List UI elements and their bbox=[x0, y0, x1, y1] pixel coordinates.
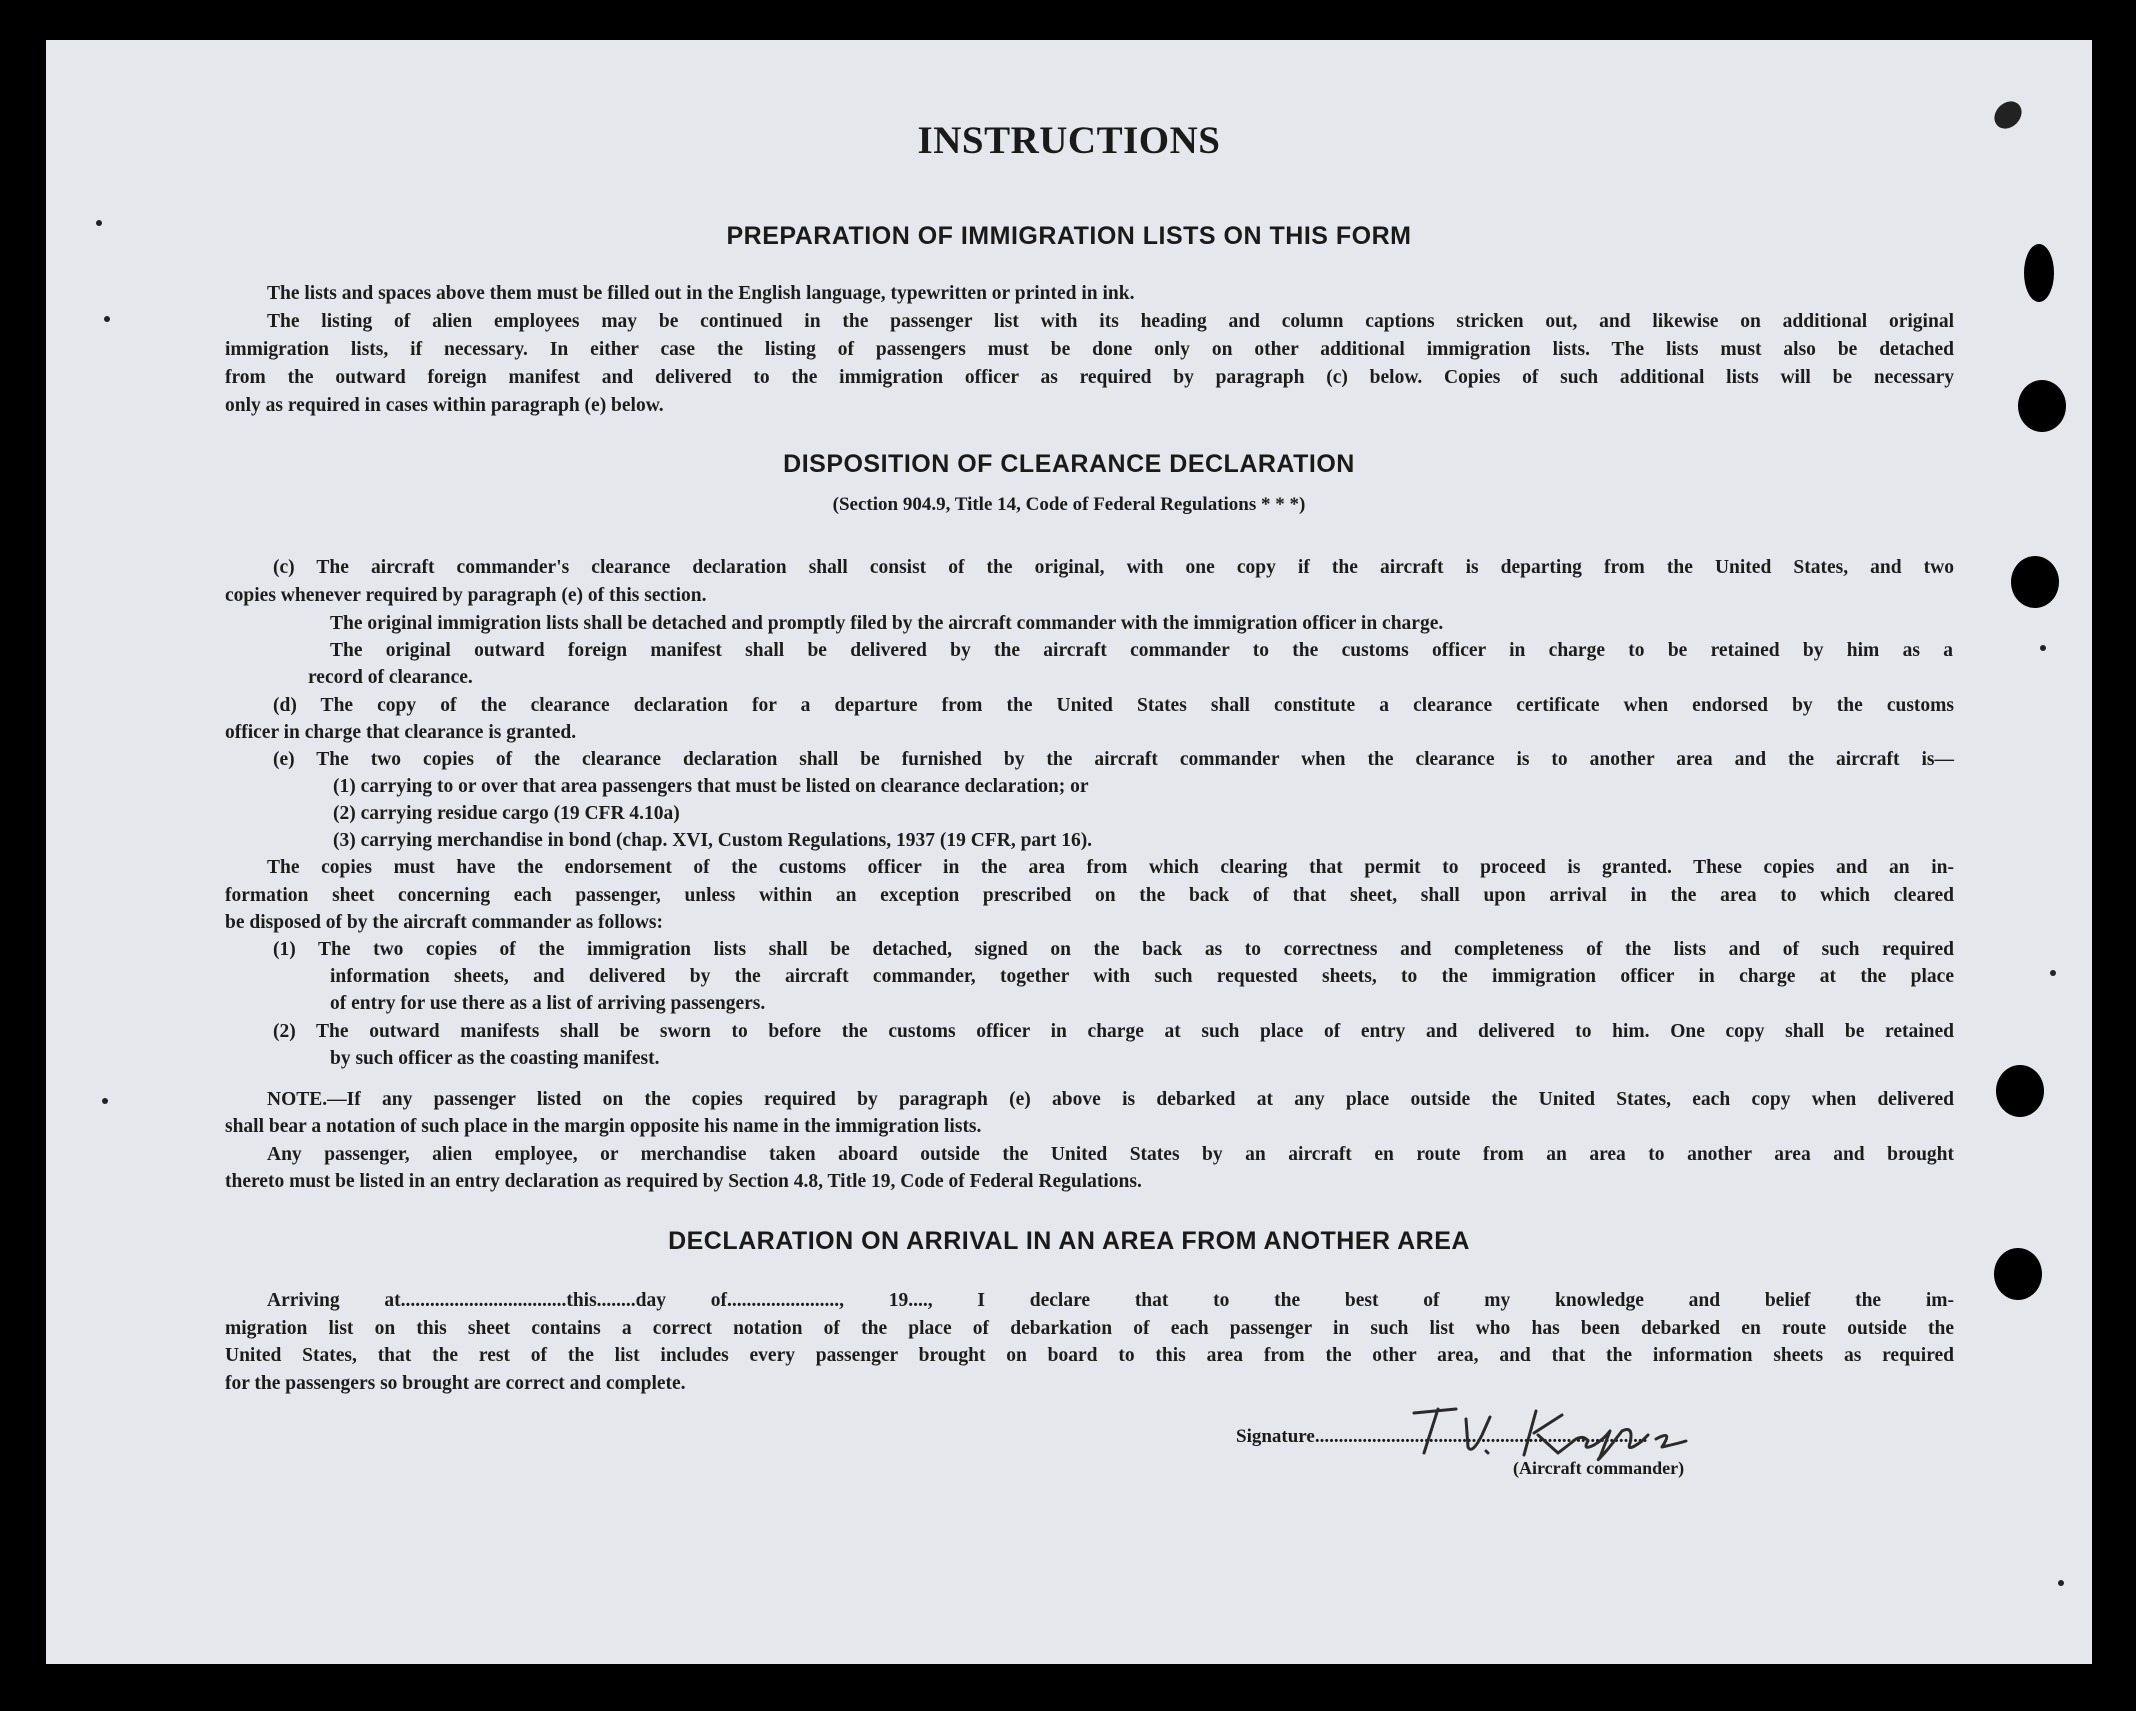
ink-speck bbox=[96, 220, 102, 226]
disposition-line: formation sheet concerning each passenger, unless within an exception prescribed on the back of that sheet, shall upon arrival in the area to which cleared bbox=[225, 885, 1954, 906]
preparation-line: The listing of alien employees may be continued in the passenger list with its heading and column captions stricken out, and likewise on additional original bbox=[267, 311, 1954, 332]
binder-hole bbox=[1996, 1065, 2044, 1117]
disposition-line: of entry for use there as a list of arriving passengers. bbox=[330, 993, 766, 1014]
disposition-line: be disposed of by the aircraft commander as follows: bbox=[225, 912, 664, 933]
disposition-line: Any passenger, alien employee, or merchandise taken aboard outside the United States by an aircraft en route from an area to another area and brought bbox=[267, 1144, 1954, 1165]
ink-speck bbox=[102, 1098, 108, 1104]
ink-speck bbox=[2050, 970, 2056, 976]
ink-speck bbox=[2058, 1580, 2064, 1586]
document-page bbox=[46, 40, 2092, 1664]
disposition-line: (2) The outward manifests shall be sworn to before the customs officer in charge at such place of entry and delivered to him. One copy shall be retained bbox=[273, 1021, 1954, 1042]
disposition-line: information sheets, and delivered by the aircraft commander, together with such requested sheets, to the immigration officer in charge at the place bbox=[330, 966, 1954, 987]
signature-label: Signature...................................................................... bbox=[1236, 1426, 1648, 1447]
arrival-heading: DECLARATION ON ARRIVAL IN AN AREA FROM ANOTHER AREA bbox=[668, 1227, 1470, 1255]
preparation-line: The lists and spaces above them must be filled out in the English language, typewritten or printed in ink. bbox=[267, 283, 1135, 304]
disposition-line: officer in charge that clearance is granted. bbox=[225, 722, 577, 743]
ink-speck bbox=[2040, 645, 2046, 651]
binder-hole bbox=[2024, 244, 2054, 302]
disposition-line: record of clearance. bbox=[308, 667, 473, 688]
arrival-line: United States, that the rest of the list includes every passenger brought on board to this area from the other area, and that the information sheets as required bbox=[225, 1345, 1954, 1366]
disposition-line: (1) carrying to or over that area passengers that must be listed on clearance declaration; or bbox=[333, 776, 1089, 797]
binder-hole bbox=[1994, 1248, 2042, 1300]
disposition-heading: DISPOSITION OF CLEARANCE DECLARATION bbox=[783, 450, 1355, 478]
disposition-line: thereto must be listed in an entry declaration as required by Section 4.8, Title 19, Code of Federal Regulations. bbox=[225, 1171, 1142, 1192]
disposition-line: (e) The two copies of the clearance declaration shall be furnished by the aircraft commander when the clearance is to another area and the aircraft is— bbox=[273, 749, 1954, 770]
handwritten-signature bbox=[1386, 1395, 1786, 1465]
preparation-line: only as required in cases within paragraph (e) below. bbox=[225, 395, 664, 416]
page-title: INSTRUCTIONS bbox=[917, 119, 1221, 162]
preparation-line: from the outward foreign manifest and delivered to the immigration officer as required by paragraph (c) below. Copies of such additional lists will be necessary bbox=[225, 367, 1954, 388]
disposition-line: The original immigration lists shall be detached and promptly filed by the aircraft commander with the immigration officer in charge. bbox=[330, 613, 1444, 634]
arrival-line: for the passengers so brought are correct and complete. bbox=[225, 1373, 686, 1394]
disposition-line: (2) carrying residue cargo (19 CFR 4.10a) bbox=[333, 803, 680, 824]
disposition-line: copies whenever required by paragraph (e) of this section. bbox=[225, 585, 707, 606]
disposition-line: NOTE.—If any passenger listed on the copies required by paragraph (e) above is debarked at any place outside the United States, each copy when delivered bbox=[267, 1089, 1954, 1110]
preparation-line: immigration lists, if necessary. In either case the listing of passengers must be done only on other additional immigration lists. The lists must also be detached bbox=[225, 339, 1954, 360]
disposition-line: (c) The aircraft commander's clearance declaration shall consist of the original, with one copy if the aircraft is departing from the United States, and two bbox=[273, 557, 1954, 578]
arrival-line: Arriving at..................................this........day of......................., 19...., I declare that to the best of my knowledge and belief the im- bbox=[267, 1290, 1954, 1311]
disposition-line: by such officer as the coasting manifest. bbox=[330, 1048, 660, 1069]
binder-hole bbox=[2011, 556, 2059, 608]
disposition-line: shall bear a notation of such place in the margin opposite his name in the immigration lists. bbox=[225, 1116, 982, 1137]
disposition-subheading: (Section 904.9, Title 14, Code of Federal Regulations * * *) bbox=[832, 494, 1306, 515]
binder-hole bbox=[2018, 380, 2066, 432]
disposition-line: (3) carrying merchandise in bond (chap. XVI, Custom Regulations, 1937 (19 CFR, part 16). bbox=[333, 830, 1093, 851]
disposition-line: The copies must have the endorsement of the customs officer in the area from which clearing that permit to proceed is granted. These copies and an in- bbox=[267, 857, 1954, 878]
disposition-line: The original outward foreign manifest shall be delivered by the aircraft commander to the customs officer in charge to be retained by him as a bbox=[330, 640, 1953, 661]
arrival-line: migration list on this sheet contains a correct notation of the place of debarkation of each passenger in such list who has been debarked en route outside the bbox=[225, 1318, 1954, 1339]
disposition-line: (1) The two copies of the immigration lists shall be detached, signed on the back as to correctness and completeness of the lists and of such required bbox=[273, 939, 1954, 960]
signature-caption: (Aircraft commander) bbox=[1513, 1458, 1685, 1478]
preparation-heading: PREPARATION OF IMMIGRATION LISTS ON THIS FORM bbox=[726, 222, 1412, 250]
disposition-line: (d) The copy of the clearance declaration for a departure from the United States shall constitute a clearance certificate when endorsed by the customs bbox=[273, 695, 1954, 716]
ink-speck bbox=[104, 316, 110, 322]
